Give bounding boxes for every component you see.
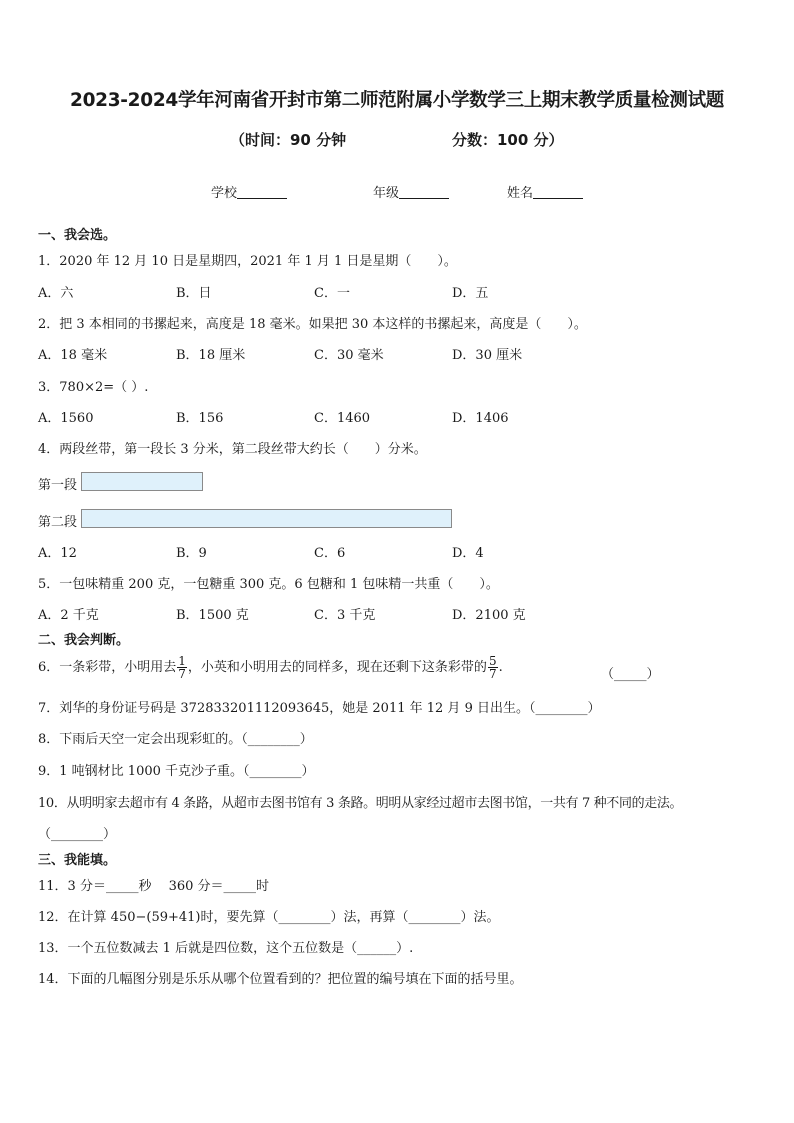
name-blank[interactable] <box>533 198 583 199</box>
section-heading-3: 三、我能填。 <box>38 853 117 868</box>
question-8: 8．下雨后天空一定会出现彩虹的。（________） <box>38 732 313 747</box>
question-2: 2．把 3 本相同的书摞起来，高度是 18 毫米。如果把 30 本这样的书摞起来，高度是（ ）。 <box>38 317 587 332</box>
q6-answer-blank[interactable]: （_____） <box>601 667 660 682</box>
q5-option-b[interactable]: B．1500 克 <box>176 608 249 623</box>
exam-title: 2023-2024学年河南省开封市第二师范附属小学数学三上期末教学质量检测试题 <box>70 90 724 111</box>
q6-part1: 6．一条彩带，小明用去 <box>38 660 177 675</box>
q10-answer-blank[interactable]: （________） <box>38 827 117 842</box>
q3-option-b[interactable]: B．156 <box>176 411 224 426</box>
question-12: 12．在计算 450−(59+41)时，要先算（________）法，再算（________）法。 <box>38 910 500 925</box>
segment-2-label: 第二段 <box>38 515 78 530</box>
question-3: 3．780×2=（ ）. <box>38 380 149 395</box>
question-14: 14．下面的几幅图分别是乐乐从哪个位置看到的？把位置的编号填在下面的括号里。 <box>38 972 523 987</box>
name-field <box>507 182 583 201</box>
q1-option-d[interactable]: D．五 <box>452 286 489 301</box>
question-13: 13．一个五位数减去 1 后就是四位数，这个五位数是（______）. <box>38 941 414 956</box>
grade-blank[interactable] <box>399 198 449 199</box>
q1-option-b[interactable]: B．日 <box>176 286 212 301</box>
q5-option-c[interactable]: C．3 千克 <box>314 608 376 623</box>
q4-option-a[interactable]: A．12 <box>38 546 77 561</box>
segment-1-label: 第一段 <box>38 478 78 493</box>
q3-option-c[interactable]: C．1460 <box>314 411 371 426</box>
q3-option-d[interactable]: D．1406 <box>452 411 509 426</box>
q2-option-a[interactable]: A．18 毫米 <box>38 348 108 363</box>
q2-option-d[interactable]: D．30 厘米 <box>452 348 523 363</box>
q6-part2: ，小英和小明用去的同样多，现在还剩下这条彩带的 <box>187 660 487 675</box>
section-heading-2: 二、我会判断。 <box>38 633 130 648</box>
question-7: 7．刘华的身份证号码是 372833201112093645，她是 2011 年 12 月 9 日出生。（________） <box>38 701 601 716</box>
segment-1-bar <box>81 472 203 491</box>
q5-option-a[interactable]: A．2 千克 <box>38 608 99 623</box>
q2-option-b[interactable]: B．18 厘米 <box>176 348 246 363</box>
grade-field <box>373 182 449 201</box>
q3-option-a[interactable]: A．1560 <box>38 411 94 426</box>
question-10: 10．从明明家去超市有 4 条路，从超市去图书馆有 3 条路。明明从家经过超市去图书馆，一共有 7 种不同的走法。 <box>38 796 683 811</box>
section-heading-1: 一、我会选。 <box>38 228 117 243</box>
q2-option-c[interactable]: C．30 毫米 <box>314 348 384 363</box>
name-label: 姓名 <box>507 186 534 201</box>
q4-option-b[interactable]: B．9 <box>176 546 207 561</box>
q5-option-d[interactable]: D．2100 克 <box>452 608 526 623</box>
question-4: 4．两段丝带，第一段长 3 分米，第二段丝带大约长（ ）分米。 <box>38 442 427 457</box>
q6-fraction-2: $\frac{5}{7}$ <box>488 654 497 681</box>
exam-score: 分数：100 分） <box>452 131 564 149</box>
q1-option-c[interactable]: C．一 <box>314 286 350 301</box>
question-6 <box>38 655 503 680</box>
question-1: 1．2020 年 12 月 10 日是星期四，2021 年 1 月 1 日是星期（ ）。 <box>38 254 457 269</box>
exam-time: （时间：90 分钟 <box>230 131 347 149</box>
question-5: 5．一包味精重 200 克，一包糖重 300 克。6 包糖和 1 包味精一共重（ ）。 <box>38 577 499 592</box>
question-9: 9．1 吨钢材比 1000 千克沙子重。（________） <box>38 764 315 779</box>
grade-label: 年级 <box>373 186 400 201</box>
question-11: 11．3 分＝_____秒 360 分＝_____时 <box>38 879 270 894</box>
q6-fraction-1: $\frac{1}{7}$ <box>178 654 186 681</box>
q4-option-d[interactable]: D．4 <box>452 546 484 561</box>
q6-part3: . <box>498 660 503 675</box>
q4-option-c[interactable]: C．6 <box>314 546 346 561</box>
school-field <box>211 182 287 201</box>
school-blank[interactable] <box>237 198 287 199</box>
segment-2-bar <box>81 509 452 528</box>
school-label: 学校 <box>211 186 238 201</box>
q1-option-a[interactable]: A．六 <box>38 286 74 301</box>
